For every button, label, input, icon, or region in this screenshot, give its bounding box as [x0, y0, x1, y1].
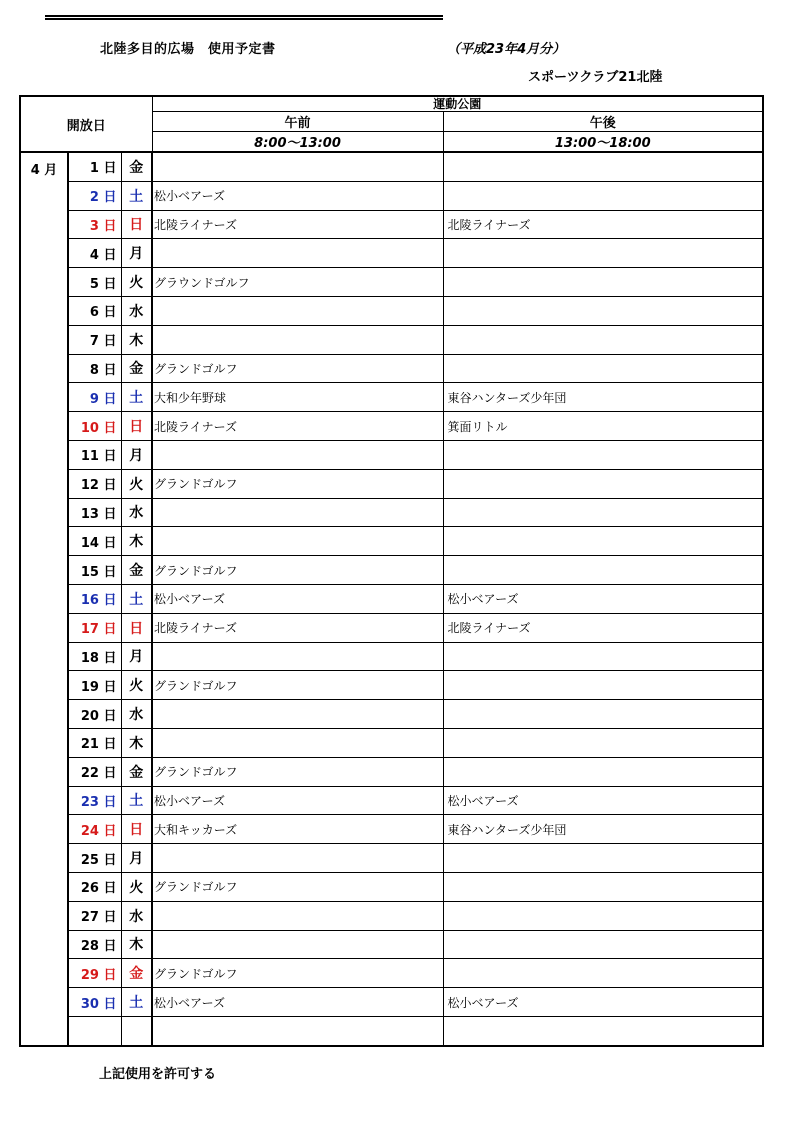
weekday-cell: 水	[121, 901, 152, 930]
day-cell: 5 日	[68, 268, 121, 297]
pm-booking-cell	[443, 325, 763, 354]
am-booking-cell: グラウンドゴルフ	[152, 268, 443, 297]
pm-booking-cell: 東谷ハンターズ少年団	[443, 815, 763, 844]
am-booking-cell	[152, 296, 443, 325]
weekday-cell: 火	[121, 469, 152, 498]
table-row	[20, 959, 763, 988]
am-booking-cell	[152, 930, 443, 959]
top-double-rule	[45, 15, 443, 20]
am-booking-cell: グランドゴルフ	[152, 354, 443, 383]
pm-booking-cell	[443, 901, 763, 930]
am-booking-cell: グランドゴルフ	[152, 959, 443, 988]
day-cell: 9 日	[68, 383, 121, 412]
am-time: 8:00～13:00	[152, 132, 443, 153]
pm-booking-cell	[443, 844, 763, 873]
pm-booking-cell: 松小ベアーズ	[443, 786, 763, 815]
organization-name: スポーツクラブ21北陸	[528, 70, 663, 85]
open-day-header: 開放日	[20, 96, 152, 152]
am-booking-cell: グランドゴルフ	[152, 671, 443, 700]
weekday-cell: 金	[121, 959, 152, 988]
weekday-cell: 土	[121, 383, 152, 412]
weekday-cell: 金	[121, 556, 152, 585]
pm-booking-cell	[443, 700, 763, 729]
weekday-cell: 土	[121, 181, 152, 210]
am-booking-cell: 大和キッカーズ	[152, 815, 443, 844]
table-row	[20, 383, 763, 412]
weekday-cell	[121, 1016, 152, 1045]
table-row	[20, 815, 763, 844]
am-booking-cell: グランドゴルフ	[152, 469, 443, 498]
weekday-cell: 木	[121, 527, 152, 556]
day-cell: 15 日	[68, 556, 121, 585]
pm-booking-cell	[443, 930, 763, 959]
table-row	[20, 786, 763, 815]
weekday-cell: 日	[121, 210, 152, 239]
weekday-cell: 水	[121, 700, 152, 729]
pm-time: 13:00～18:00	[443, 132, 763, 153]
am-booking-cell	[152, 728, 443, 757]
day-cell: 28 日	[68, 930, 121, 959]
day-cell: 27 日	[68, 901, 121, 930]
weekday-cell: 金	[121, 354, 152, 383]
weekday-cell: 月	[121, 844, 152, 873]
weekday-cell: 土	[121, 786, 152, 815]
pm-booking-cell: 東谷ハンターズ少年団	[443, 383, 763, 412]
weekday-cell: 月	[121, 239, 152, 268]
table-row	[20, 901, 763, 930]
weekday-cell: 火	[121, 671, 152, 700]
table-row	[20, 584, 763, 613]
am-booking-cell: 松小ベアーズ	[152, 181, 443, 210]
pm-booking-cell	[443, 959, 763, 988]
day-cell: 3 日	[68, 210, 121, 239]
am-booking-cell	[152, 152, 443, 181]
pm-booking-cell: 箕面リトル	[443, 412, 763, 441]
table-row	[20, 556, 763, 585]
table-row	[20, 613, 763, 642]
am-booking-cell: 北陵ライナーズ	[152, 210, 443, 239]
am-booking-cell: 大和少年野球	[152, 383, 443, 412]
weekday-cell: 日	[121, 815, 152, 844]
pm-booking-cell	[443, 354, 763, 383]
day-cell: 10 日	[68, 412, 121, 441]
table-row	[20, 440, 763, 469]
pm-booking-cell	[443, 556, 763, 585]
am-booking-cell: 松小ベアーズ	[152, 786, 443, 815]
day-cell: 22 日	[68, 757, 121, 786]
am-booking-cell: 北陵ライナーズ	[152, 613, 443, 642]
weekday-cell: 月	[121, 440, 152, 469]
am-booking-cell: グランドゴルフ	[152, 556, 443, 585]
table-row	[20, 527, 763, 556]
day-cell: 21 日	[68, 728, 121, 757]
am-booking-cell	[152, 844, 443, 873]
day-cell: 6 日	[68, 296, 121, 325]
table-row	[20, 757, 763, 786]
table-row	[20, 325, 763, 354]
day-cell: 4 日	[68, 239, 121, 268]
day-cell: 25 日	[68, 844, 121, 873]
am-booking-cell	[152, 700, 443, 729]
month-cell: 4 月	[20, 152, 68, 1046]
pm-booking-cell	[443, 152, 763, 181]
table-row	[20, 239, 763, 268]
table-row	[20, 844, 763, 873]
table-row	[20, 671, 763, 700]
day-cell: 11 日	[68, 440, 121, 469]
table-row	[20, 412, 763, 441]
weekday-cell: 火	[121, 268, 152, 297]
am-booking-cell	[152, 440, 443, 469]
table-row	[20, 1016, 763, 1045]
pm-booking-cell	[443, 671, 763, 700]
weekday-cell: 木	[121, 930, 152, 959]
day-cell: 30 日	[68, 988, 121, 1017]
table-row	[20, 728, 763, 757]
pm-booking-cell	[443, 296, 763, 325]
weekday-cell: 木	[121, 325, 152, 354]
day-cell	[68, 1016, 121, 1045]
weekday-cell: 月	[121, 642, 152, 671]
table-row	[20, 988, 763, 1017]
weekday-cell: 日	[121, 613, 152, 642]
pm-booking-cell	[443, 239, 763, 268]
am-header: 午前	[152, 112, 443, 132]
pm-booking-cell	[443, 498, 763, 527]
table-row	[20, 469, 763, 498]
document-period: （平成23年4月分）	[447, 42, 566, 57]
pm-header: 午後	[443, 112, 763, 132]
weekday-cell: 火	[121, 872, 152, 901]
table-row	[20, 872, 763, 901]
day-cell: 1 日	[68, 152, 121, 181]
park-header: 運動公園	[152, 96, 763, 112]
table-row	[20, 642, 763, 671]
pm-booking-cell	[443, 268, 763, 297]
am-booking-cell	[152, 325, 443, 354]
approval-note: 上記使用を許可する	[99, 1067, 217, 1082]
pm-booking-cell: 北陵ライナーズ	[443, 210, 763, 239]
day-cell: 24 日	[68, 815, 121, 844]
schedule-table	[19, 95, 764, 1047]
table-row	[20, 152, 763, 181]
am-booking-cell: グランドゴルフ	[152, 757, 443, 786]
day-cell: 26 日	[68, 872, 121, 901]
day-cell: 29 日	[68, 959, 121, 988]
am-booking-cell	[152, 527, 443, 556]
table-row	[20, 354, 763, 383]
day-cell: 8 日	[68, 354, 121, 383]
day-cell: 2 日	[68, 181, 121, 210]
am-booking-cell	[152, 1016, 443, 1045]
day-cell: 16 日	[68, 584, 121, 613]
table-row	[20, 700, 763, 729]
table-row	[20, 210, 763, 239]
pm-booking-cell	[443, 728, 763, 757]
pm-booking-cell	[443, 469, 763, 498]
pm-booking-cell	[443, 527, 763, 556]
pm-booking-cell: 北陵ライナーズ	[443, 613, 763, 642]
day-cell: 17 日	[68, 613, 121, 642]
weekday-cell: 水	[121, 498, 152, 527]
weekday-cell: 金	[121, 757, 152, 786]
weekday-cell: 水	[121, 296, 152, 325]
day-cell: 23 日	[68, 786, 121, 815]
day-cell: 14 日	[68, 527, 121, 556]
weekday-cell: 日	[121, 412, 152, 441]
day-cell: 20 日	[68, 700, 121, 729]
am-booking-cell	[152, 642, 443, 671]
am-booking-cell: 松小ベアーズ	[152, 584, 443, 613]
am-booking-cell: グランドゴルフ	[152, 872, 443, 901]
am-booking-cell	[152, 498, 443, 527]
table-row	[20, 930, 763, 959]
pm-booking-cell	[443, 1016, 763, 1045]
day-cell: 18 日	[68, 642, 121, 671]
pm-booking-cell	[443, 440, 763, 469]
table-row	[20, 181, 763, 210]
day-cell: 12 日	[68, 469, 121, 498]
pm-booking-cell	[443, 181, 763, 210]
weekday-cell: 土	[121, 988, 152, 1017]
day-cell: 13 日	[68, 498, 121, 527]
pm-booking-cell	[443, 872, 763, 901]
pm-booking-cell: 松小ベアーズ	[443, 584, 763, 613]
pm-booking-cell	[443, 642, 763, 671]
document-title: 北陸多目的広場 使用予定書	[100, 42, 276, 57]
am-booking-cell	[152, 901, 443, 930]
table-row	[20, 296, 763, 325]
table-row	[20, 268, 763, 297]
weekday-cell: 木	[121, 728, 152, 757]
am-booking-cell	[152, 239, 443, 268]
pm-booking-cell	[443, 757, 763, 786]
table-row	[20, 498, 763, 527]
day-cell: 19 日	[68, 671, 121, 700]
am-booking-cell: 北陵ライナーズ	[152, 412, 443, 441]
am-booking-cell: 松小ベアーズ	[152, 988, 443, 1017]
pm-booking-cell: 松小ベアーズ	[443, 988, 763, 1017]
day-cell: 7 日	[68, 325, 121, 354]
weekday-cell: 金	[121, 152, 152, 181]
weekday-cell: 土	[121, 584, 152, 613]
